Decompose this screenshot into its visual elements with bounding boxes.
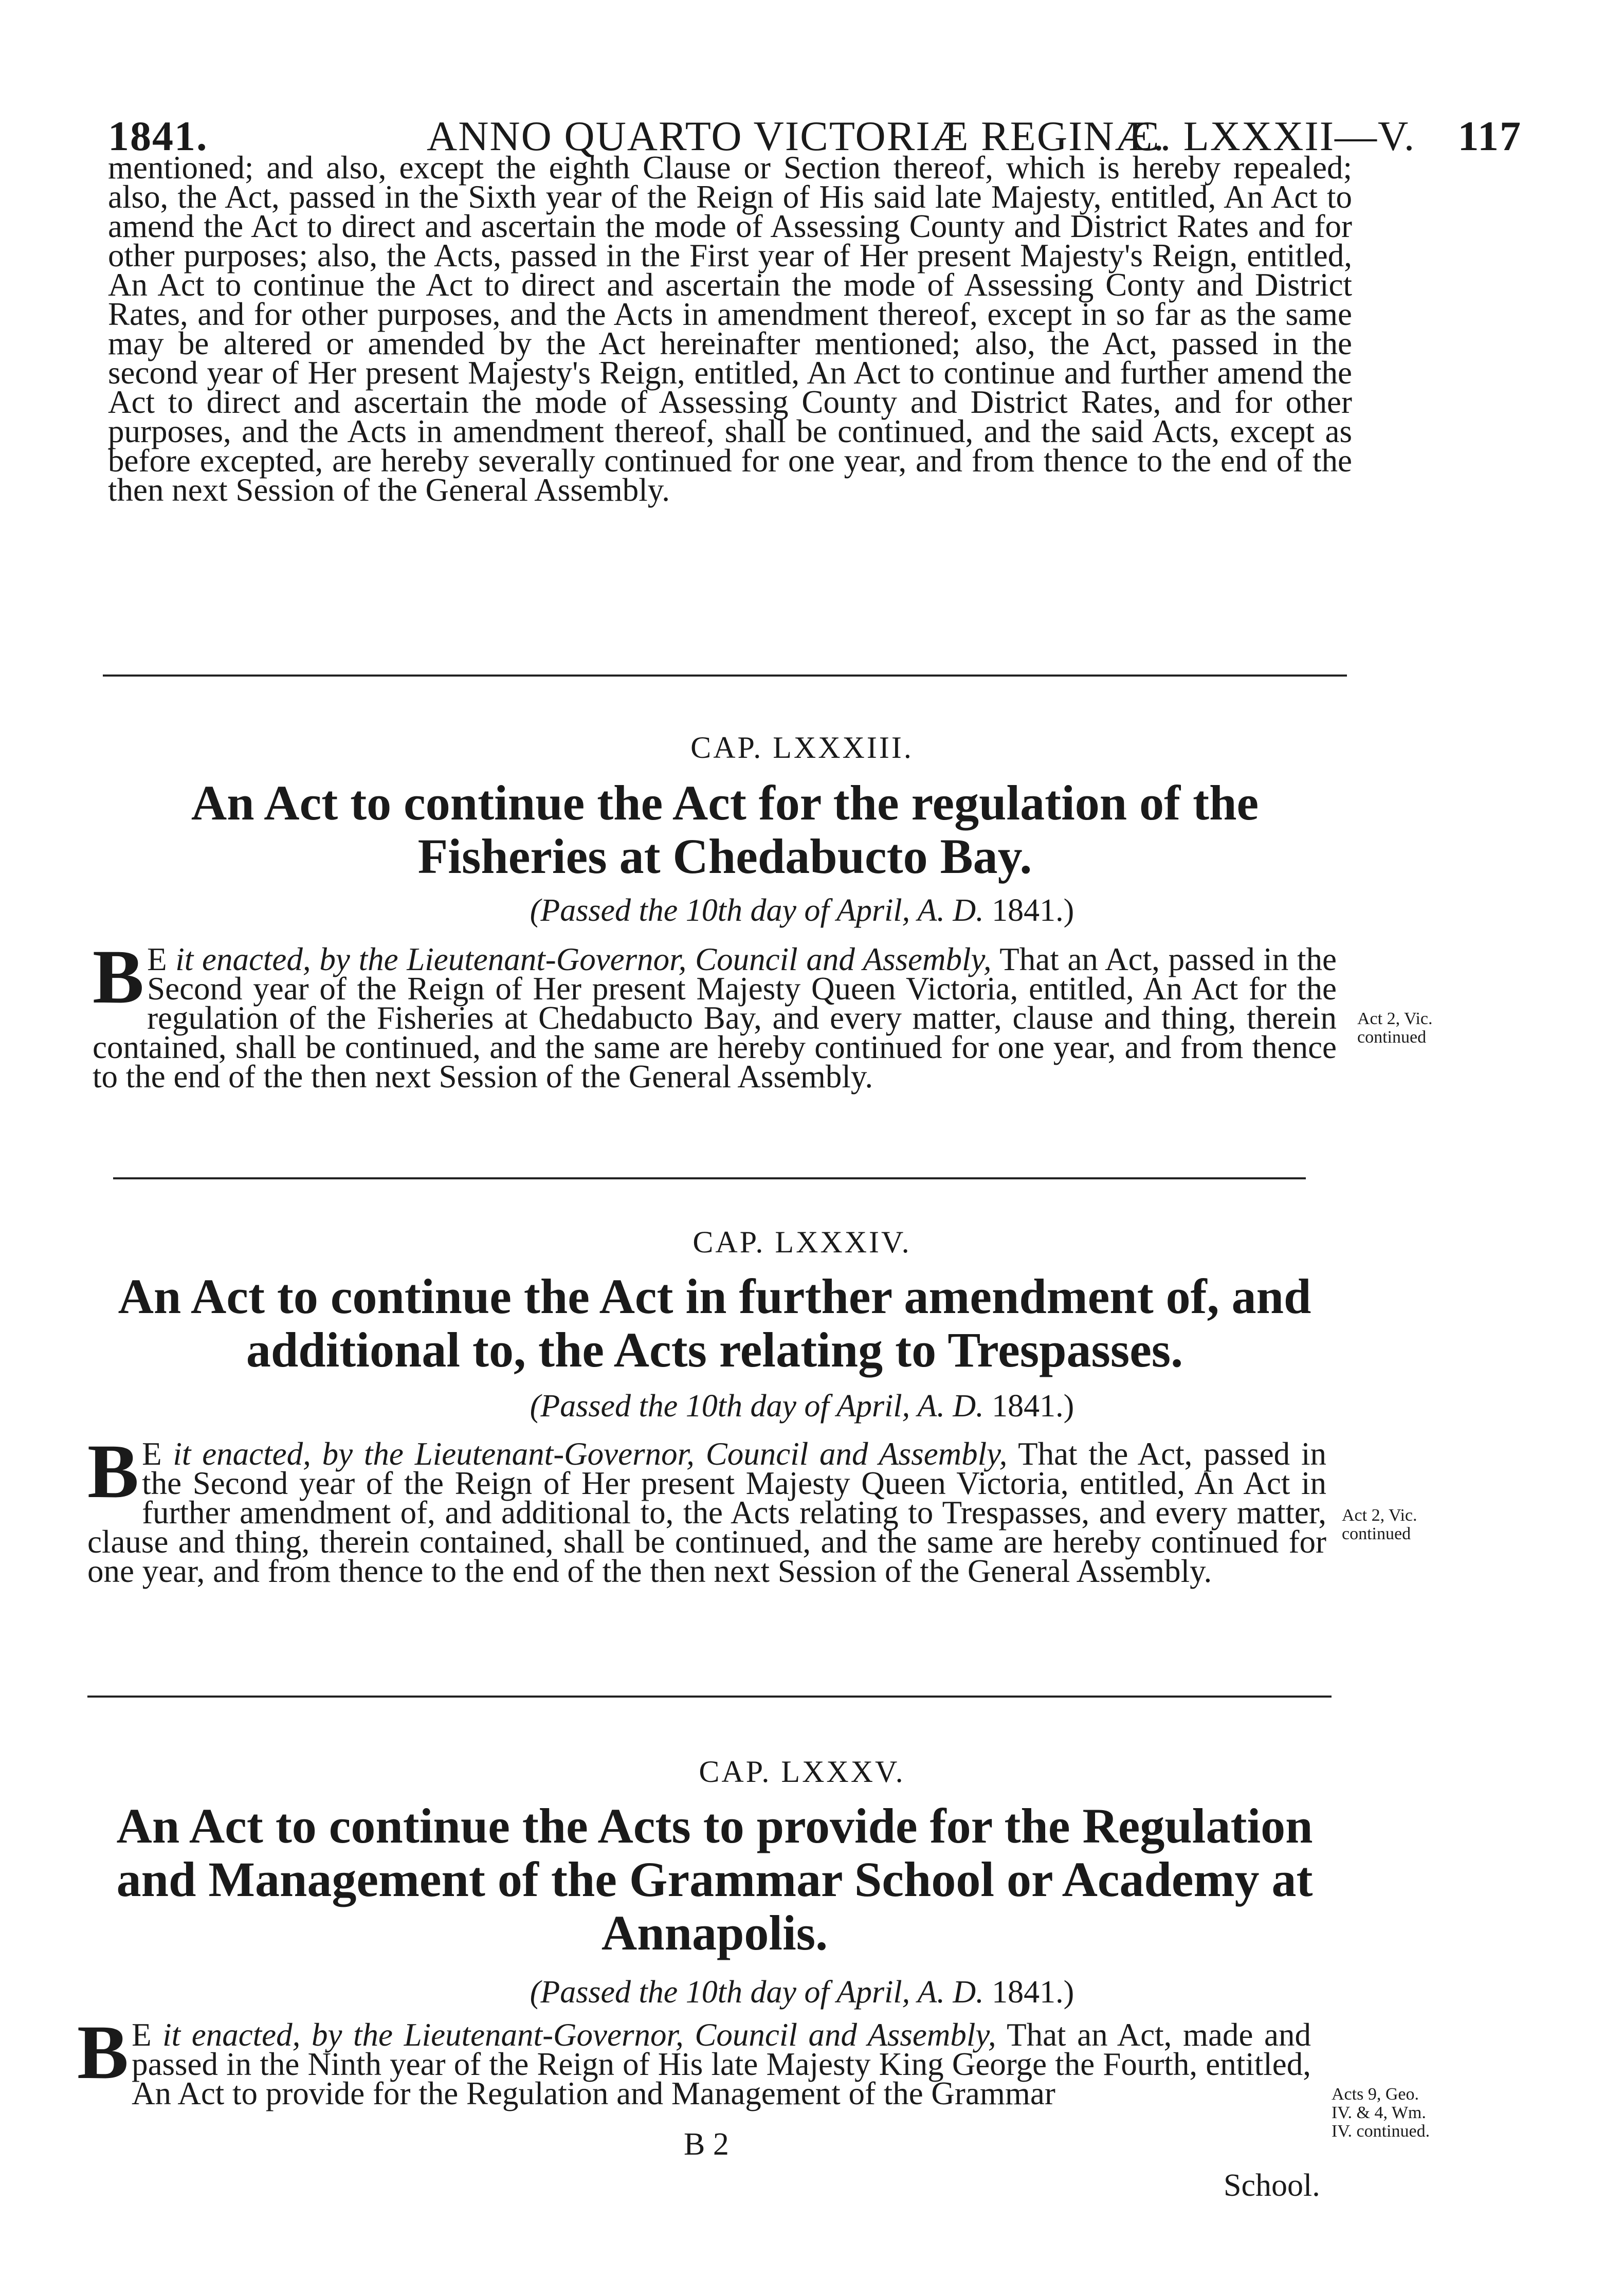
chapter-number-85: CAP. LXXXV.: [699, 1755, 905, 1789]
running-head-year: 1841.: [108, 113, 208, 159]
drop-cap-83: B: [93, 934, 144, 1019]
drop-cap-85: B: [77, 2010, 129, 2095]
passed-date-84-year: 1841.): [992, 1389, 1074, 1424]
enacting-first-letter-83: E: [147, 941, 167, 977]
act-title-85: An Act to continue the Acts to provide for the Regulation and Management of the Grammar School or Academy at Annapolis.: [116, 1798, 1313, 1960]
margin-note-84: [1342, 1506, 1417, 1543]
passed-date-85: [0, 1974, 1604, 2011]
enacting-paragraph-83: [93, 934, 1337, 1095]
act-title-83: An Act to continue the Act for the regulation of the Fisheries at Chedabucto Bay.: [191, 775, 1259, 884]
margin-note-83-line-2: continued: [1357, 1028, 1427, 1047]
chapter-number-83: CAP. LXXXIII.: [690, 731, 914, 764]
passed-date-84-text: (Passed the 10th day of April, A. D.: [530, 1389, 984, 1424]
section-rule-3: [87, 1696, 1332, 1698]
enacting-first-letter-84: E: [142, 1436, 162, 1472]
chapter-number-84: CAP. LXXXIV.: [692, 1225, 912, 1259]
opening-paragraph: [108, 150, 1352, 508]
margin-note-84-line-2: continued: [1342, 1524, 1411, 1543]
passed-date-83-year: 1841.): [992, 893, 1074, 928]
passed-date-85-text: (Passed the 10th day of April, A. D.: [530, 1975, 984, 2010]
section-rule-1: [103, 675, 1347, 677]
enacting-first-letter-85: E: [132, 2017, 152, 2053]
margin-note-85: [1332, 2085, 1430, 2141]
enacting-formula-83: it enacted, by the Lieutenant-Governor, Council and Assembly,: [167, 941, 992, 977]
margin-note-83-line-1: Act 2, Vic.: [1357, 1009, 1433, 1028]
running-head-title: ANNO QUARTO VICTORIÆ REGINÆ.: [427, 113, 1165, 159]
opening-paragraph-text: mentioned; and also, except the eighth Clause or Section thereof, which is hereby repealed; also, the Act, passed in the Sixth year of the Reign of His said late Majesty, entitled, An Act to amend the Act to direct and ascertain the mode of Assessing County and District Rates and for other purposes; also, the Acts, passed in the First year of Her present Majesty's Reign, entitled, An Act to continue the Act to direct and ascertain the mode of Assessing Conty and District Rates, and for other purposes, and the Acts in amendment thereof, except in so far as the same may be altered or amended by the Act hereinafter mentioned; also, the Act, passed in the second year of Her present Majesty's Reign, entitled, An Act to continue and further amend the Act to direct and ascertain the mode of Assessing County and District Rates, and for other purposes, and the Acts in amendment thereof, shall be continued, and the said Acts, except as before excepted, are hereby severally continued for one year, and from thence to the end of the then next Session of the General Assembly.: [108, 150, 1352, 508]
margin-note-84-line-1: Act 2, Vic.: [1342, 1506, 1417, 1525]
passed-date-83-text: (Passed the 10th day of April, A. D.: [530, 893, 984, 928]
page-number: 117: [1457, 113, 1522, 159]
catchword: School.: [1224, 2168, 1320, 2203]
enacting-paragraph-84: [87, 1429, 1326, 1589]
signature-mark: B 2: [684, 2127, 729, 2162]
passed-date-84: [0, 1388, 1604, 1425]
passed-date-85-year: 1841.): [992, 1975, 1074, 2010]
passed-date-83: [0, 892, 1604, 929]
drop-cap-84: B: [87, 1429, 139, 1514]
margin-note-85-line-2: IV. & 4, Wm.: [1332, 2103, 1426, 2122]
margin-note-85-line-3: IV. continued.: [1332, 2122, 1430, 2141]
enacting-formula-84: it enacted, by the Lieutenant-Governor, Council and Assembly,: [161, 1436, 1008, 1472]
section-rule-2: [113, 1177, 1306, 1179]
margin-note-85-line-1: Acts 9, Geo.: [1332, 2085, 1419, 2104]
margin-note-83: [1357, 1010, 1433, 1047]
enacting-paragraph-85: [77, 2010, 1311, 2111]
running-head-chapter: C. LXXXII—V.: [1131, 113, 1416, 159]
act-title-84: An Act to continue the Act in further amendment of, and additional to, the Acts relating to Trespasses.: [118, 1269, 1311, 1377]
enacting-body-84: That the Act, passed in the Second year of the Reign of Her present Majesty Queen Victoria, entitled, An Act in further amendment of, and additional to, the Acts relating to Trespasses, and every matter, clause and thing, therein contained, shall be continued, and the same are hereby continued for one year, and from thence to the end of the then next Session of the General Assembly.: [87, 1436, 1326, 1589]
enacting-body-83: That an Act, passed in the Second year of the Reign of Her present Majesty Queen Victoria, entitled, An Act for the regulation of the Fisheries at Chedabucto Bay, and every matter, clause and thing, therein contained, shall be continued, and the same are hereby continued for one year, and from thence to the end of the then next Session of the General Assembly.: [93, 941, 1337, 1095]
enacting-formula-85: it enacted, by the Lieutenant-Governor, Council and Assembly,: [151, 2017, 996, 2053]
enacting-body-85: That an Act, made and passed in the Ninth year of the Reign of His late Majesty King George the Fourth, entitled, An Act to provide for the Regulation and Management of the Grammar: [132, 2017, 1311, 2111]
